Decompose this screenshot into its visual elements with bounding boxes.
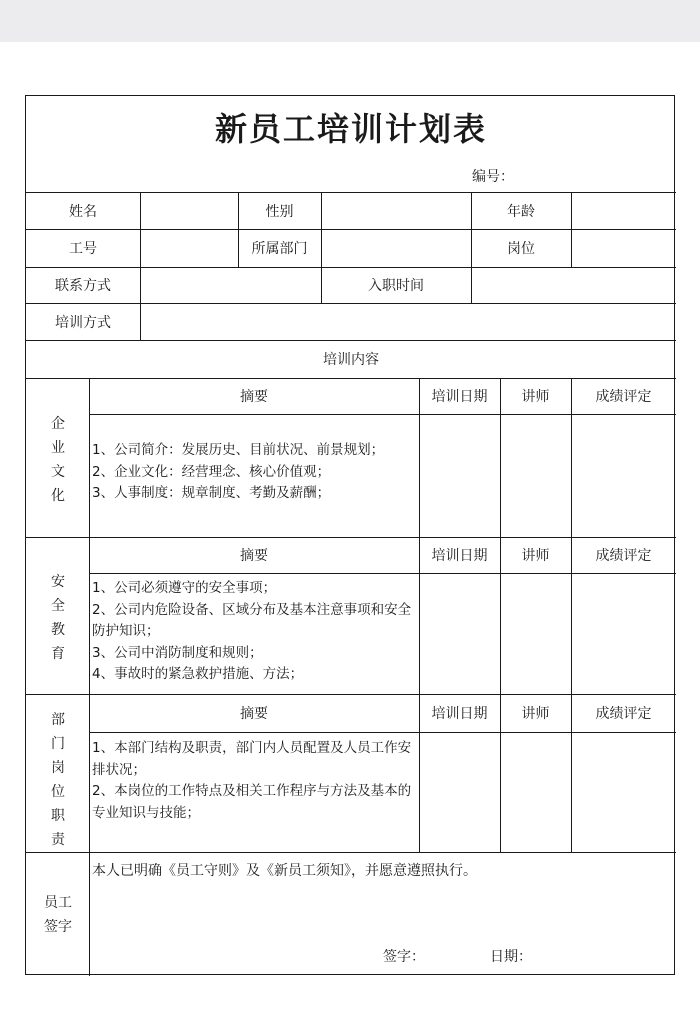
join-date-label: 入职时间: [368, 278, 424, 294]
training-method-field[interactable]: [140, 303, 676, 340]
score-header: 成绩评定: [595, 389, 652, 405]
score-header: 成绩评定: [595, 548, 652, 564]
lecturer-header: 讲师: [521, 389, 550, 405]
name-label: 姓名: [69, 203, 97, 220]
code-label: 编号：: [472, 169, 514, 185]
training-plan-form: [25, 95, 675, 975]
employee-id-field[interactable]: [140, 229, 238, 267]
list-item: 4、事故时的紧急救护措施、方法；: [92, 666, 304, 682]
contact-field[interactable]: [140, 267, 321, 303]
section-content-culture: [92, 440, 416, 505]
list-item: 2、企业文化：经营理念、核心价值观；: [92, 463, 331, 480]
list-item: 1、公司简介：发展历史、目前状况、前景规划；: [92, 442, 385, 458]
score-header: 成绩评定: [595, 706, 652, 722]
date-header: 培训日期: [431, 706, 488, 722]
date-header: 培训日期: [431, 548, 488, 564]
lecturer-header: 讲师: [521, 706, 550, 722]
position-field[interactable]: [571, 229, 676, 267]
age-label: 年龄: [507, 203, 535, 220]
list-item: 3、人事制度：规章制度、考勤及薪酬；: [92, 485, 331, 501]
position-label: 岗位: [507, 241, 535, 257]
department-label: 所属部门: [251, 241, 308, 257]
gender-label: 性别: [265, 203, 294, 220]
summary-header: 摘要: [240, 548, 268, 564]
top-bar: [0, 0, 700, 42]
training-content-header: 培训内容: [323, 352, 379, 368]
date-header: 培训日期: [431, 389, 488, 405]
section-label-safety: 安 全 教 育: [51, 574, 65, 662]
lecturer-header: 讲师: [521, 548, 550, 564]
section-label-culture: 企 业 文 化: [51, 416, 65, 504]
list-item: 1、公司必须遵守的安全事项；: [92, 580, 277, 596]
section-content-department: [92, 738, 416, 824]
list-item: 2、本岗位的工作特点及相关工作程序与方法及基本的专业知识与技能；: [92, 783, 412, 821]
join-date-field[interactable]: [471, 267, 676, 303]
date-label: 日期：: [490, 949, 532, 965]
section-content-safety: [92, 578, 416, 686]
age-field[interactable]: [571, 192, 676, 229]
page-title: 新员工培训计划表: [214, 110, 487, 148]
summary-header: 摘要: [240, 389, 268, 405]
contact-label: 联系方式: [55, 278, 111, 294]
list-item: 1、本部门结构及职责，部门内人员配置及人员工作安排状况；: [92, 740, 412, 778]
section-label-department: 部 门 岗 位 职 责: [51, 712, 65, 848]
summary-header: 摘要: [240, 706, 268, 722]
name-field[interactable]: [140, 192, 238, 229]
list-item: 2、公司内危险设备、区域分布及基本注意事项和安全防护知识；: [92, 601, 412, 639]
signature-statement: 本人已明确《员工守则》及《新员工须知》，并愿意遵照执行。: [92, 863, 477, 879]
list-item: 3、公司中消防制度和规则；: [92, 644, 263, 661]
gender-field[interactable]: [321, 192, 471, 229]
sign-label: 签字：: [383, 949, 425, 965]
signature-label: 员工 签字: [44, 895, 72, 935]
department-field[interactable]: [321, 229, 471, 267]
training-method-label: 培训方式: [55, 314, 111, 331]
employee-id-label: 工号: [69, 241, 97, 257]
